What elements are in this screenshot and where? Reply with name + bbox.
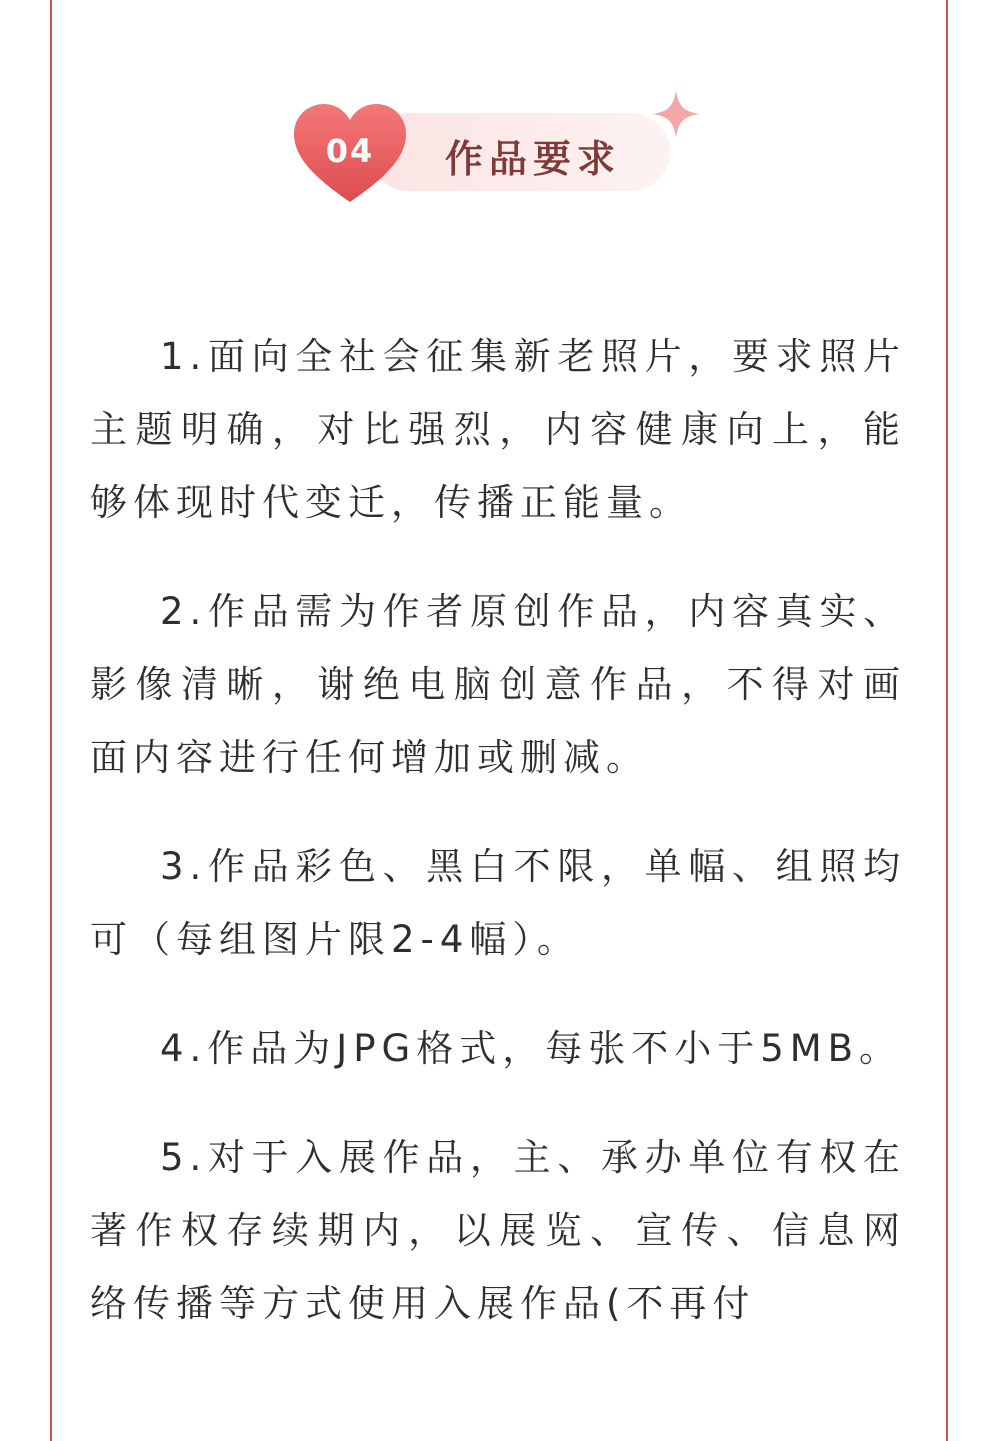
- section-header: [290, 88, 710, 218]
- requirements-list: [90, 320, 906, 1376]
- requirement-paragraph-5: 5.对于入展作品，主、承办单位有权在著作权存续期内，以展览、宣传、信息网络传播等方式使用入展作品(不再付: [90, 1136, 906, 1325]
- requirement-paragraph-3: 3.作品彩色、黑白不限，单幅、组照均可（每组图片限2-4幅）。: [90, 845, 906, 961]
- section-title: 作品要求: [445, 137, 622, 181]
- section-number: 04: [325, 132, 375, 170]
- requirement-paragraph-2: 2.作品需为作者原创作品，内容真实、影像清晰，谢绝电脑创意作品，不得对画面内容进行任何增加或删减。: [90, 590, 906, 779]
- requirement-paragraph-1: 1.面向全社会征集新老照片，要求照片主题明确，对比强烈，内容健康向上，能够体现时代变迁，传播正能量。: [90, 335, 906, 524]
- sparkle-icon: [650, 88, 702, 140]
- requirement-paragraph-4: 4.作品为JPG格式，每张不小于5MB。: [160, 1027, 903, 1070]
